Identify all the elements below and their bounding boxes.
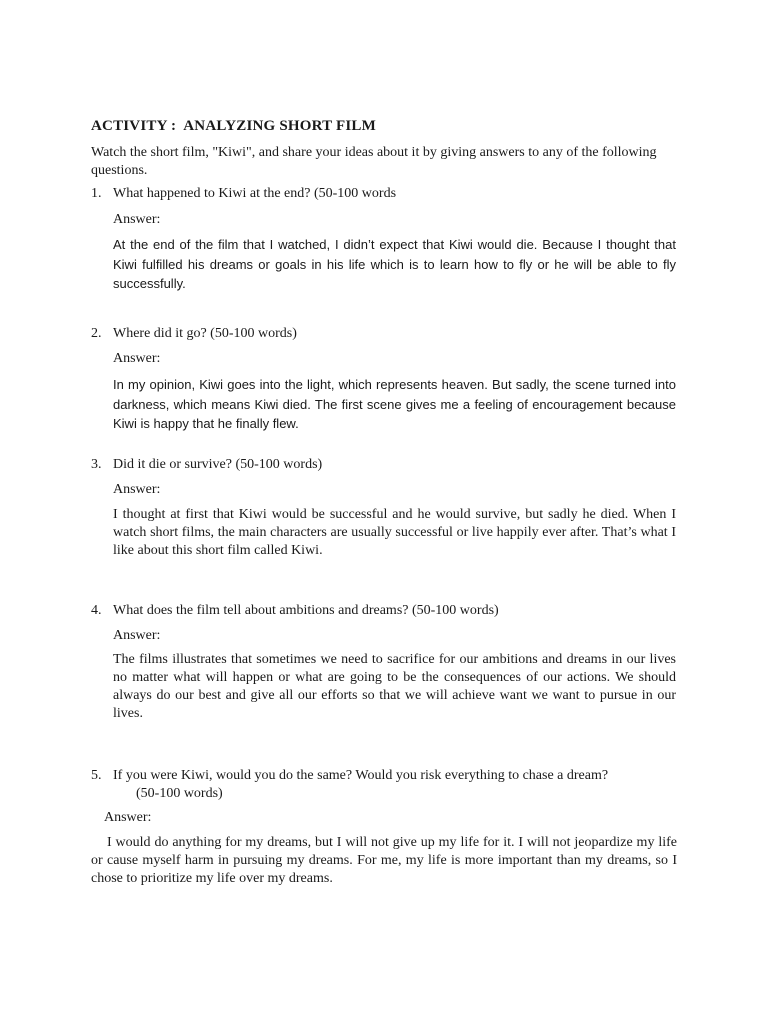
question-1 [91, 185, 691, 203]
question-text: Did it die or survive? (50-100 words) [113, 457, 323, 472]
question-number: 3. [91, 457, 102, 472]
question-text: What does the film tell about ambitions and dreams? (50-100 words) [113, 603, 499, 618]
page-title: ACTIVITY : ANALYZING SHORT FILM [91, 118, 376, 134]
answer-1: At the end of the film that I watched, I didn’t expect that Kiwi would die. Because I thought that Kiwi fulfilled his dreams or goals in his life which is to learn how to fly or he will be able to fly successfully. [113, 237, 676, 291]
question-number: 1. [91, 186, 102, 201]
question-number: 4. [91, 603, 102, 618]
question-text-continued: (50-100 words) [136, 786, 223, 801]
answer-5: I would do anything for my dreams, but I will not give up my life for it. I will not jeopardize my life or cause myself harm in pursuing my dreams. For me, my life is more important than my dreams, so I chose to prioritize my life over my dreams. [91, 835, 677, 886]
answer-4: The films illustrates that sometimes we need to sacrifice for our ambitions and dreams in our lives no matter what will happen or what are going to be the consequences of our actions. We should always do our best and give all our efforts so that we will achieve want we want to pursue in our lives. [113, 652, 676, 721]
answer-3: I thought at first that Kiwi would be successful and he would survive, but sadly he died. When I watch short films, the main characters are usually successful or live happily ever after. That’s what I like about this short film called Kiwi. [113, 507, 676, 558]
answer-label: Answer: [113, 482, 161, 497]
question-text: If you were Kiwi, would you do the same? Would you risk everything to chase a dream? [113, 768, 609, 783]
answer-2: In my opinion, Kiwi goes into the light, which represents heaven. But sadly, the scene turned into darkness, which means Kiwi died. The first scene gives me a feeling of encouragement because Kiwi is happy that he finally flew. [113, 377, 676, 431]
question-text: What happened to Kiwi at the end? (50-100 words [113, 186, 397, 201]
intro-text: Watch the short film, "Kiwi", and share your ideas about it by giving answers to any of the following questions. [91, 145, 657, 178]
question-3 [91, 456, 691, 474]
answer-label: Answer: [113, 351, 161, 366]
question-4 [91, 602, 691, 620]
question-2 [91, 325, 691, 343]
question-number: 2. [91, 326, 102, 341]
question-number: 5. [91, 768, 102, 783]
answer-label: Answer: [113, 212, 161, 227]
question-5 [91, 767, 691, 803]
question-text: Where did it go? (50-100 words) [113, 326, 297, 341]
answer-label: Answer: [113, 628, 161, 643]
answer-label: Answer: [104, 810, 152, 825]
